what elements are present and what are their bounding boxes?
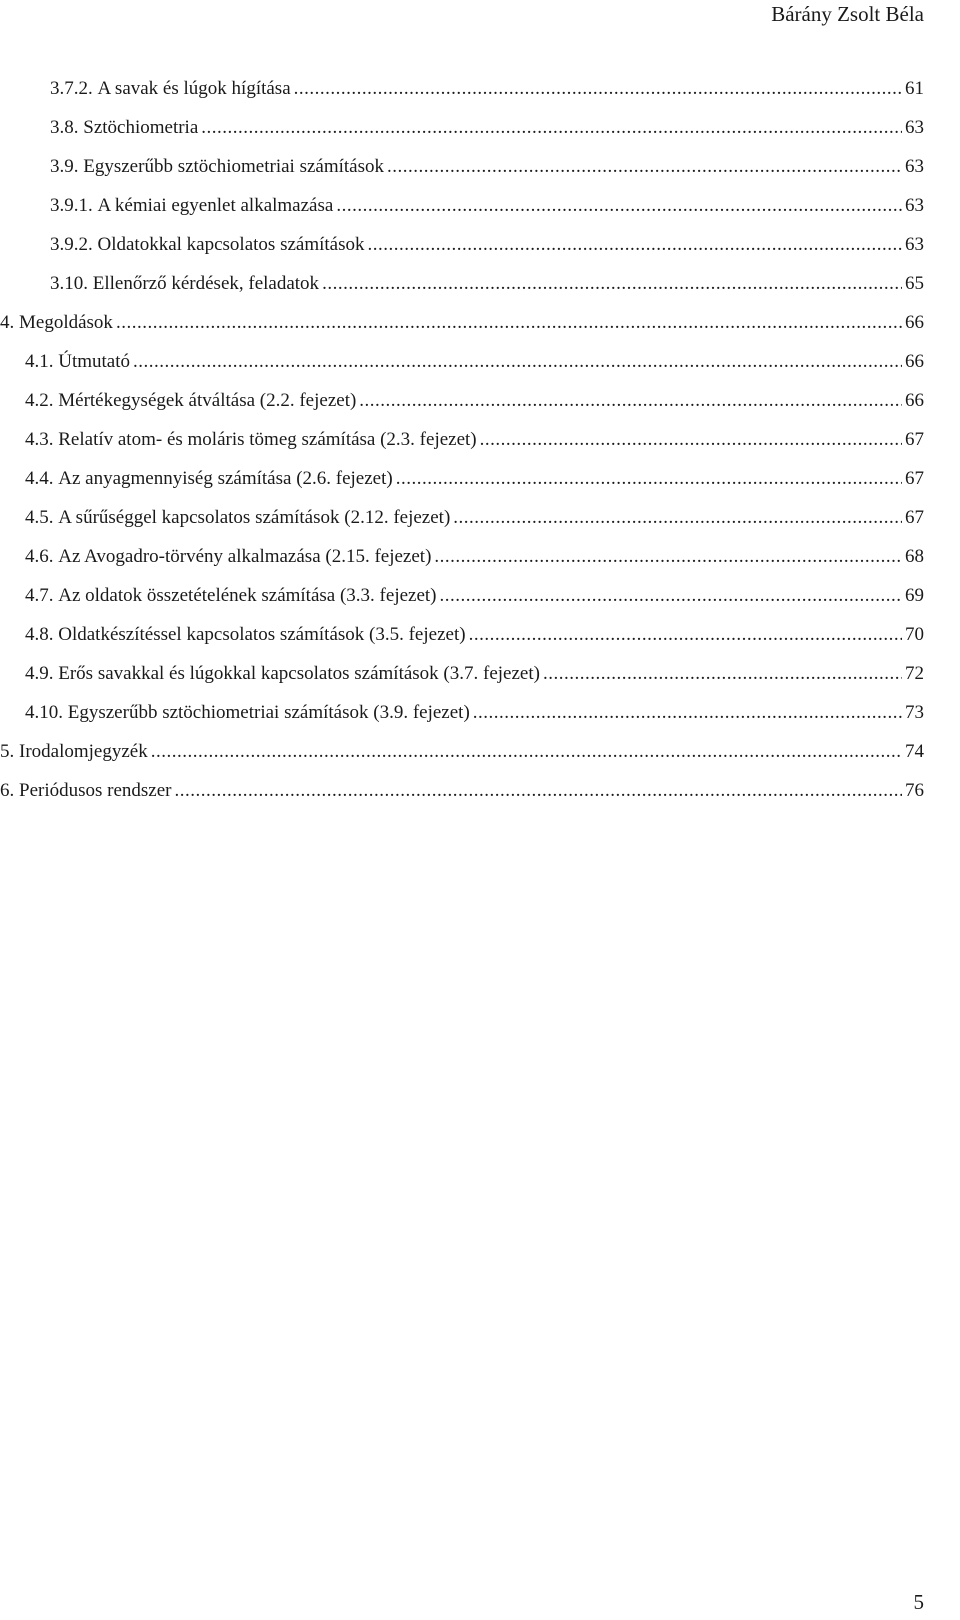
toc-entry-title: Ellenőrző kérdések, feladatok: [92, 273, 320, 294]
toc-entry-number: 4.1.: [25, 351, 59, 372]
toc-entry-number: 4.8.: [25, 624, 59, 645]
toc-dot-leader: [543, 663, 902, 685]
toc-entry-page: 66: [905, 351, 924, 372]
toc-entry-number: 3.7.2.: [50, 78, 98, 99]
running-header-author: Bárány Zsolt Béla: [771, 2, 924, 26]
toc-entry[interactable]: [50, 70, 924, 108]
toc-dot-leader: [368, 234, 903, 256]
toc-entry-title: Útmutató: [58, 351, 131, 372]
toc-entry[interactable]: [25, 460, 924, 498]
toc-entry-page: 63: [905, 117, 924, 138]
toc-entry-number: 5.: [0, 741, 19, 762]
toc-dot-leader: [396, 468, 902, 490]
toc-entry-page: 63: [905, 156, 924, 177]
toc-entry[interactable]: [50, 265, 924, 303]
toc-entry[interactable]: [25, 655, 924, 693]
toc-entry[interactable]: [0, 733, 924, 771]
toc-entry-title: Az Avogadro-törvény alkalmazása (2.15. fejezet): [58, 546, 432, 567]
toc-entry[interactable]: [0, 772, 924, 810]
toc-entry-page: 65: [905, 273, 924, 294]
toc-entry-title: A sűrűséggel kapcsolatos számítások (2.12. fejezet): [58, 507, 451, 528]
toc-entry-page: 74: [905, 741, 924, 762]
toc-entry-number: 4.2.: [25, 390, 59, 411]
toc-entry[interactable]: [25, 343, 924, 381]
toc-entry-title: A kémiai egyenlet alkalmazása: [97, 195, 334, 216]
toc-entry[interactable]: [25, 616, 924, 654]
toc-entry[interactable]: [25, 499, 924, 537]
toc-entry-page: 70: [905, 624, 924, 645]
toc-entry-title: Egyszerűbb sztöchiometriai számítások (3.9. fejezet): [67, 702, 470, 723]
toc-dot-leader: [434, 546, 902, 568]
toc-entry-page: 76: [905, 780, 924, 801]
toc-entry-number: 3.8.: [50, 117, 84, 138]
toc-entry-number: 4.10.: [25, 702, 68, 723]
toc-entry[interactable]: [50, 148, 924, 186]
toc-dot-leader: [359, 390, 902, 412]
toc-entry-number: 4.3.: [25, 429, 59, 450]
toc-entry-page: 66: [905, 390, 924, 411]
toc-dot-leader: [151, 741, 902, 763]
toc-entry-title: A savak és lúgok hígítása: [97, 78, 291, 99]
toc-entry-number: 3.10.: [50, 273, 93, 294]
toc-entry-title: Az anyagmennyiség számítása (2.6. fejezet): [58, 468, 393, 489]
toc-entry-number: 4.: [0, 312, 19, 333]
toc-entry[interactable]: [0, 304, 924, 342]
toc-entry[interactable]: [25, 577, 924, 615]
toc-dot-leader: [175, 780, 903, 802]
toc-entry[interactable]: [50, 109, 924, 147]
toc-dot-leader: [453, 507, 902, 529]
toc-dot-leader: [133, 351, 902, 373]
toc-dot-leader: [440, 585, 903, 607]
toc-entry-number: 4.4.: [25, 468, 59, 489]
toc-entry[interactable]: [50, 226, 924, 264]
toc-entry-number: 3.9.1.: [50, 195, 98, 216]
toc-entry[interactable]: [25, 538, 924, 576]
toc-entry-page: 66: [905, 312, 924, 333]
toc-entry-page: 61: [905, 78, 924, 99]
toc-dot-leader: [322, 273, 902, 295]
toc-entry-title: Periódusos rendszer: [19, 780, 172, 801]
page-number: 5: [913, 1590, 924, 1614]
toc-entry-title: Oldatkészítéssel kapcsolatos számítások (3.5. fejezet): [58, 624, 466, 645]
toc-dot-leader: [336, 195, 902, 217]
toc-entry-page: 73: [905, 702, 924, 723]
toc-dot-leader: [473, 702, 902, 724]
toc-entry-number: 6.: [0, 780, 19, 801]
toc-entry-page: 72: [905, 663, 924, 684]
toc-entry-number: 4.9.: [25, 663, 59, 684]
toc-dot-leader: [387, 156, 902, 178]
toc-entry-title: Irodalomjegyzék: [19, 741, 148, 762]
toc-entry-page: 67: [905, 468, 924, 489]
toc-dot-leader: [480, 429, 902, 451]
toc-entry-number: 4.6.: [25, 546, 59, 567]
toc-entry[interactable]: [25, 421, 924, 459]
toc-entry-page: 67: [905, 507, 924, 528]
toc-entry[interactable]: [25, 382, 924, 420]
toc-entry-number: 3.9.: [50, 156, 84, 177]
toc-entry-title: Megoldások: [19, 312, 113, 333]
toc-entry-page: 68: [905, 546, 924, 567]
toc-entry-title: Egyszerűbb sztöchiometriai számítások: [83, 156, 384, 177]
toc-entry-title: Erős savakkal és lúgokkal kapcsolatos számítások (3.7. fejezet): [58, 663, 540, 684]
toc-entry[interactable]: [25, 694, 924, 732]
toc-entry-page: 67: [905, 429, 924, 450]
toc-dot-leader: [201, 117, 902, 139]
toc-entry-page: 63: [905, 195, 924, 216]
toc-entry[interactable]: [50, 187, 924, 225]
toc-dot-leader: [294, 78, 902, 100]
toc-entry-title: Az oldatok összetételének számítása (3.3. fejezet): [58, 585, 437, 606]
toc-entry-number: 4.7.: [25, 585, 59, 606]
toc-dot-leader: [116, 312, 902, 334]
toc-entry-title: Mértékegységek átváltása (2.2. fejezet): [58, 390, 357, 411]
toc-entry-page: 69: [905, 585, 924, 606]
toc-entry-number: 3.9.2.: [50, 234, 98, 255]
toc-entry-number: 4.5.: [25, 507, 59, 528]
toc-entry-title: Relatív atom- és moláris tömeg számítása (2.3. fejezet): [58, 429, 477, 450]
toc-entry-page: 63: [905, 234, 924, 255]
toc-entry-title: Sztöchiometria: [83, 117, 199, 138]
toc-entry-title: Oldatokkal kapcsolatos számítások: [97, 234, 365, 255]
toc-dot-leader: [469, 624, 902, 646]
